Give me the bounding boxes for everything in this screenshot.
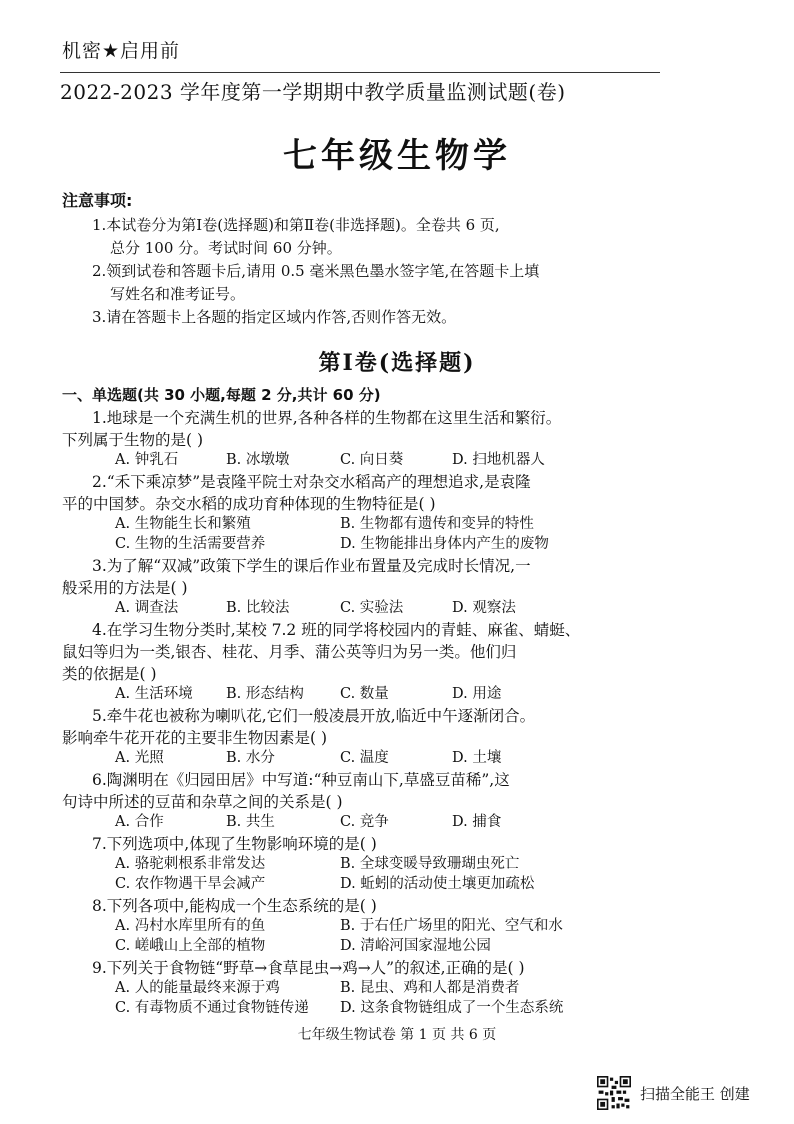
option: A. 合作	[115, 814, 164, 830]
question-stem: 9.下列关于食物链“野草→食草昆虫→鸡→人”的叙述,正确的是( )	[92, 959, 525, 977]
option: D. 这条食物链组成了一个生态系统	[340, 1000, 564, 1016]
option: C. 数量	[340, 686, 389, 702]
question-stem: 鼠妇等归为一类,银杏、桂花、月季、蒲公英等归为另一类。他们归	[62, 643, 517, 661]
option: D. 土壤	[452, 750, 502, 766]
option: D. 蚯蚓的活动使土壤更加疏松	[340, 876, 535, 892]
note-line: 3.请在答题卡上各题的指定区域内作答,否则作答无效。	[92, 308, 457, 326]
section-title: 第Ⅰ卷(选择题)	[318, 350, 476, 376]
note-line: 1.本试卷分为第Ⅰ卷(选择题)和第Ⅱ卷(非选择题)。全卷共 6 页,	[92, 216, 500, 234]
option: A. 人的能量最终来源于鸡	[115, 980, 280, 996]
option: A. 调查法	[115, 600, 179, 616]
option: C. 嵯峨山上全部的植物	[115, 938, 266, 954]
question-stem: 下列属于生物的是( )	[62, 431, 204, 449]
option: A. 钟乳石	[115, 452, 179, 468]
scanner-brand: 扫描全能王 创建	[640, 1085, 750, 1103]
question-stem: 6.陶渊明在《归园田居》中写道:“种豆南山下,草盛豆苗稀”,这	[92, 771, 510, 789]
question-stem: 类的依据是( )	[62, 665, 157, 683]
option: C. 有毒物质不通过食物链传递	[115, 1000, 309, 1016]
option: A. 生物能生长和繁殖	[115, 516, 251, 532]
option: C. 向日葵	[340, 452, 404, 468]
option: B. 共生	[226, 814, 275, 830]
page-footer: 七年级生物试卷 第 1 页 共 6 页	[297, 1027, 497, 1043]
option: B. 冰墩墩	[226, 452, 290, 468]
confidential-label: 机密★启用前	[62, 40, 181, 62]
option: D. 观察法	[452, 600, 516, 616]
question-stem: 影响牵牛花开花的主要非生物因素是( )	[62, 729, 328, 747]
note-line: 2.领到试卷和答题卡后,请用 0.5 毫米黑色墨水签字笔,在答题卡上填	[92, 262, 540, 280]
option: B. 生物都有遗传和变异的特性	[340, 516, 534, 532]
option: D. 用途	[452, 686, 502, 702]
option: A. 骆驼刺根系非常发达	[115, 856, 266, 872]
option: A. 生活环境	[115, 686, 193, 702]
option: D. 捕食	[452, 814, 502, 830]
option: B. 昆虫、鸡和人都是消费者	[340, 980, 520, 996]
question-stem: 5.牵牛花也被称为喇叭花,它们一般凌晨开放,临近中午逐渐闭合。	[92, 707, 536, 725]
question-stem: 1.地球是一个充满生机的世界,各种各样的生物都在这里生活和繁衍。	[92, 409, 562, 427]
option: B. 比较法	[226, 600, 290, 616]
option: B. 形态结构	[226, 686, 304, 702]
option: B. 于右任广场里的阳光、空气和水	[340, 918, 563, 934]
notes-heading: 注意事项:	[62, 191, 133, 210]
option: D. 生物能排出身体内产生的废物	[340, 536, 549, 552]
question-stem: 7.下列选项中,体现了生物影响环境的是( )	[92, 835, 377, 853]
header-rule	[60, 72, 660, 73]
option: C. 生物的生活需要营养	[115, 536, 266, 552]
part-heading: 一、单选题(共 30 小题,每题 2 分,共计 60 分)	[62, 386, 381, 404]
question-stem: 4.在学习生物分类时,某校 7.2 班的同学将校园内的青蛙、麻雀、蜻蜓、	[92, 621, 581, 639]
option: D. 扫地机器人	[452, 452, 545, 468]
question-stem: 平的中国梦。杂交水稻的成功育种体现的生物特征是( )	[62, 495, 436, 513]
question-stem: 般采用的方法是( )	[62, 579, 188, 597]
question-stem: 3.为了解“双减”政策下学生的课后作业布置量及完成时长情况,一	[92, 557, 531, 575]
note-line: 写姓名和准考证号。	[110, 285, 246, 303]
question-stem: 2.“禾下乘凉梦”是袁隆平院士对杂交水稻高产的理想追求,是袁隆	[92, 473, 531, 491]
option: D. 清峪河国家湿地公园	[340, 938, 491, 954]
option: C. 温度	[340, 750, 389, 766]
option: C. 农作物遇干旱会减产	[115, 876, 266, 892]
exam-title: 2022-2023 学年度第一学期期中教学质量监测试题(卷)	[60, 80, 566, 104]
qr-code-icon	[597, 1076, 631, 1110]
question-stem: 8.下列各项中,能构成一个生态系统的是( )	[92, 897, 377, 915]
question-stem: 句诗中所述的豆苗和杂草之间的关系是( )	[62, 793, 343, 811]
subject-title: 七年级生物学	[283, 136, 511, 176]
option: A. 光照	[115, 750, 164, 766]
note-line: 总分 100 分。考试时间 60 分钟。	[110, 239, 342, 257]
option: B. 全球变暖导致珊瑚虫死亡	[340, 856, 520, 872]
option: C. 实验法	[340, 600, 404, 616]
option: C. 竞争	[340, 814, 389, 830]
option: A. 冯村水库里所有的鱼	[115, 918, 266, 934]
option: B. 水分	[226, 750, 275, 766]
